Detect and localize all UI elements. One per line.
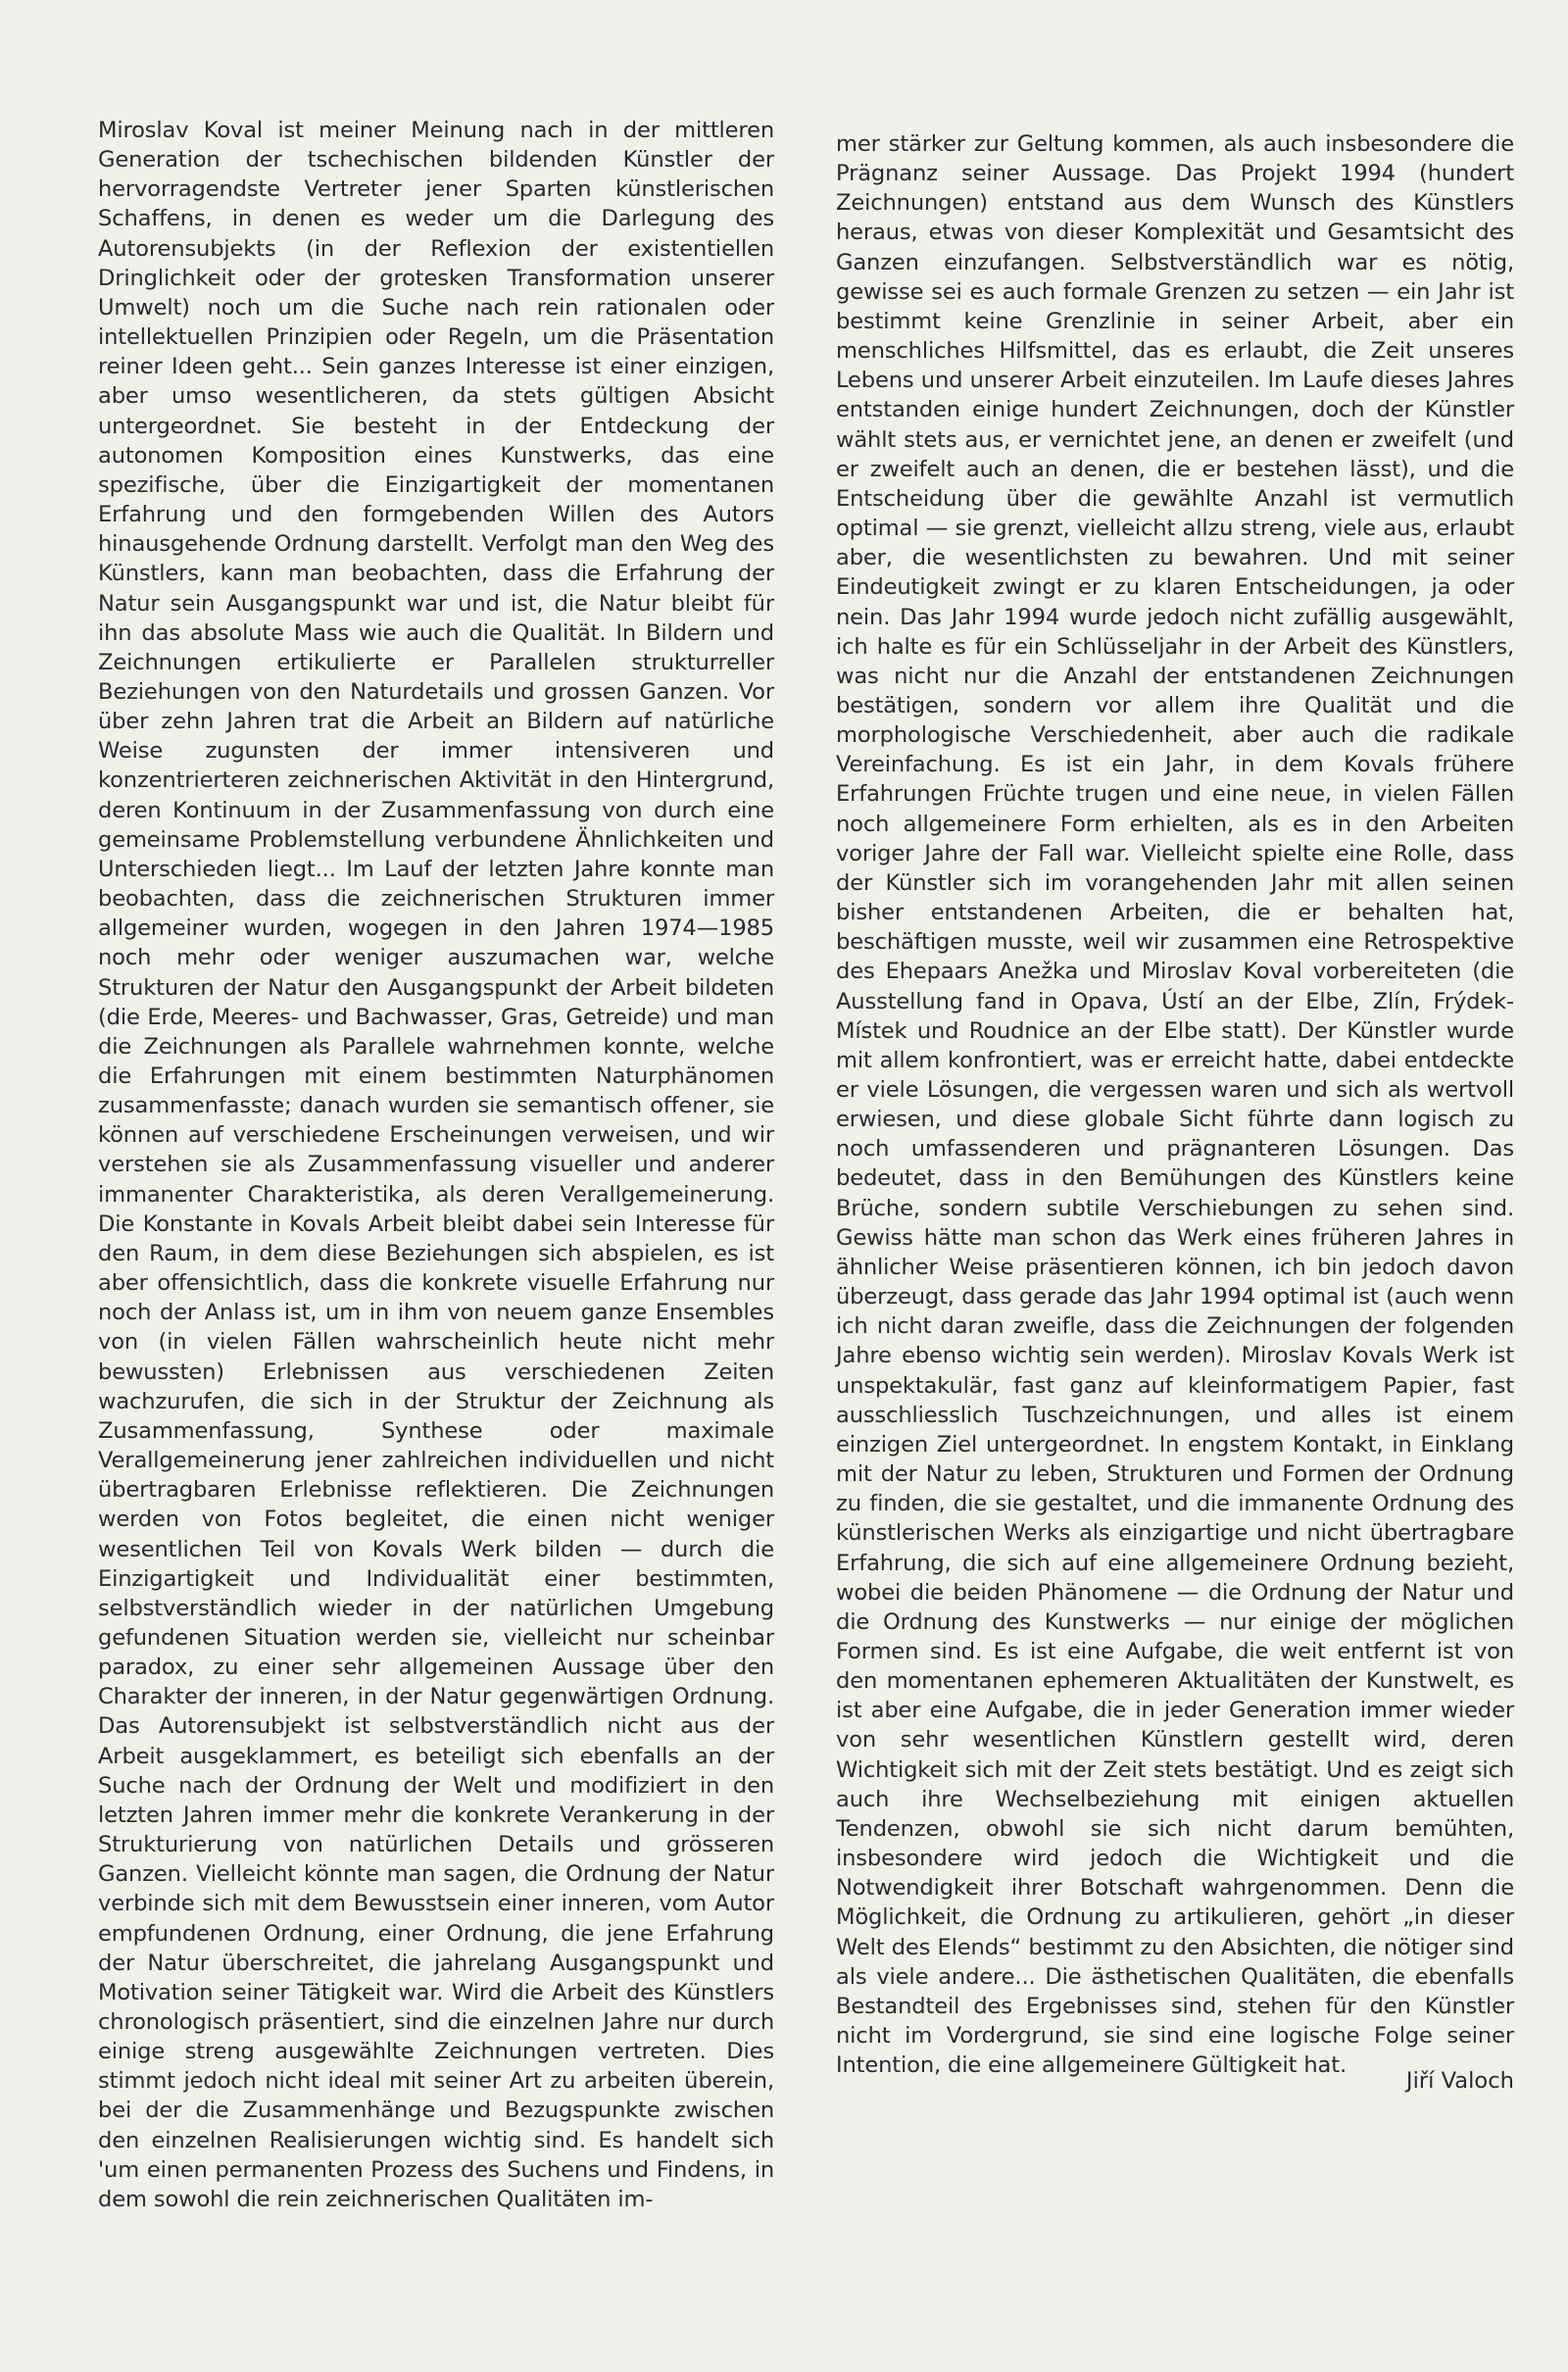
body-paragraph-right: mer stärker zur Geltung kommen, als auch insbesondere die Prägnanz seiner Aussage. Das Projekt 1994 (hundert Zeichnungen) entstand aus dem Wunsch des Künstlers heraus, etwas von dieser Komplexität und Gesamtsicht des Ganzen einzufangen. Selbstverständlich war es nötig, gewisse sei es auch formale Grenzen zu setzen — ein Jahr ist bestimmt keine Grenzlinie in seiner Arbeit, aber ein menschliches Hilfsmittel, das es erlaubt, die Zeit unseres Lebens und unserer Arbeit einzuteilen. Im Laufe dieses Jahres entstanden einige hundert Zeichnungen, doch der Künstler wählt stets aus, er vernichtet jene, an denen er zweifelt (und er zweifelt auch an denen, die er bestehen lässt), und die Entscheidung über die gewählte Anzahl ist vermutlich optimal — sie grenzt, vielleicht allzu streng, viele aus, erlaubt aber, die wesentlichsten zu bewahren. Und mit seiner Eindeutigkeit zwingt er zu klaren Entscheidungen, ja oder nein. Das Jahr 1994 wurde jedoch nicht zufällig ausgewählt, ich halte es für ein Schlüsseljahr in der Arbeit des Künstlers, was nicht nur die Anzahl der entstandenen Zeichnungen bestätigen, sondern vor allem ihre Qualität und die morphologische Verschiedenheit, aber auch die radikale Vereinfachung. Es ist ein Jahr, in dem Kovals frühere Erfahrungen Früchte trugen und eine neue, in vielen Fällen noch allgemeinere Form erhielten, als es in den Arbeiten voriger Jahre der Fall war. Vielleicht spielte eine Rolle, dass der Künstler sich im vorangehenden Jahr mit allen seinen bisher entstandenen Arbeiten, die er behalten hat, beschäftigen musste, weil wir zusammen eine Retrospektive des Ehepaars Anežka und Miroslav Koval vorbereiteten (die Ausstellung fand in Opava, Ústí an der Elbe, Zlín, Frýdek-Místek und Roudnice an der Elbe statt). Der Künstler wurde mit allem konfrontiert, was er erreicht hatte, dabei entdeckte er viele Lösungen, die vergessen waren und sich als wertvoll erwiesen, und diese globale Sicht führte dann logisch zu noch umfassenderen und prägnanteren Lösungen. Das bedeutet, dass in den Bemühungen des Künstlers keine Brüche, sondern subtile Verschiebungen zu sehen sind. Gewiss hätte man schon das Werk eines früheren Jahres in ähnlicher Weise präsentieren können, ich bin jedoch davon überzeugt, dass gerade das Jahr 1994 optimal ist (auch wenn ich nicht daran zweifle, dass die Zeichnungen der folgenden Jahre ebenso wichtig sein werden). Miroslav Kovals Werk ist unspektakulär, fast ganz auf kleinformatigem Papier, fast ausschliesslich Tuschzeichnungen, und alles ist einem einzigen Ziel untergeordnet. In engstem Kontakt, in Einklang mit der Natur zu leben, Strukturen und Formen der Ordnung zu finden, die sie gestaltet, und die immanente Ordnung des künstlerischen Werks als einzigartige und nicht übertragbare Erfahrung, die sich auf eine allgemeinere Ordnung bezieht, wobei die beiden Phänomene — die Ordnung der Natur und die Ordnung des Kunstwerks — nur einige der möglichen Formen sind. Es ist eine Aufgabe, die weit entfernt ist von den momentanen ephemeren Aktualitäten der Kunstwelt, es ist aber eine Aufgabe, die in jeder Generation immer wieder von sehr wesentlichen Künstlern gestellt wird, deren Wichtigkeit sich mit der Zeit stets bestätigt. Und es zeigt sich auch ihre Wechselbeziehung mit einigen aktuellen Tendenzen, obwohl sie sich nicht darum bemühten, insbesondere wird jedoch die Wichtigkeit und die Notwendigkeit ihrer Botschaft wahrgenommen. Denn die Möglichkeit, die Ordnung zu artikulieren, gehört „in dieser Welt des Elends“ bestimmt zu den Absichten, die nötiger sind als viele andere... Die ästhetischen Qualitäten, die ebenfalls Bestandteil des Ergebnisses sind, stehen für den Künstler nicht im Vordergrund, sie sind eine logische Folge seiner Intention, die eine allgemeinere Gültigkeit hat.	[836, 131, 1514, 2079]
text-column-right	[836, 129, 1514, 2080]
body-paragraph-left: Miroslav Koval ist meiner Meinung nach in der mittleren Generation der tschechischen bildenden Künstler der hervorragendste Vertreter jener Sparten künstlerischen Schaffens, in denen es weder um die Darlegung des Autorensubjekts (in der Reflexion der existentiellen Dringlichkeit oder der grotesken Transformation unserer Umwelt) noch um die Suche nach rein rationalen oder intellektuellen Prinzipien oder Regeln, um die Präsentation reiner Ideen geht... Sein ganzes Interesse ist einer einzigen, aber umso wesentlicheren, da stets gültigen Absicht untergeordnet. Sie besteht in der Entdeckung der autonomen Komposition eines Kunstwerks, das eine spezifische, über die Einzigartigkeit der momentanen Erfahrung und den formgebenden Willen des Autors hinausgehende Ordnung darstellt. Verfolgt man den Weg des Künstlers, kann man beobachten, dass die Erfahrung der Natur sein Ausgangspunkt war und ist, die Natur bleibt für ihn das absolute Mass wie auch die Qualität. In Bildern und Zeichnungen ertikulierte er Parallelen strukturreller Beziehungen von den Naturdetails und grossen Ganzen. Vor über zehn Jahren trat die Arbeit an Bildern auf natürliche Weise zugunsten der immer intensiveren und konzentrierteren zeichnerischen Aktivität in den Hintergrund, deren Kontinuum in der Zusammenfassung von durch eine gemeinsame Problemstellung verbundene Ähnlichkeiten und Unterschieden liegt... Im Lauf der letzten Jahre konnte man beobachten, dass die zeichnerischen Strukturen immer allgemeiner wurden, wogegen in den Jahren 1974—1985 noch mehr oder weniger auszumachen war, welche Strukturen der Natur den Ausgangspunkt der Arbeit bildeten (die Erde, Meeres- und Bachwasser, Gras, Getreide) und man die Zeichnungen als Parallele wahrnehmen konnte, welche die Erfahrungen mit einem bestimmten Naturphänomen zusammenfasste; danach wurden sie semantisch offener, sie können auf verschiedene Erscheinungen verweisen, und wir verstehen sie als Zusammenfassung visueller und anderer immanenter Charakteristika, als deren Verallgemeinerung. Die Konstante in Kovals Arbeit bleibt dabei sein Interesse für den Raum, in dem diese Beziehungen sich abspielen, es ist aber offensichtlich, dass die konkrete visuelle Erfahrung nur noch der Anlass ist, um in ihm von neuem ganze Ensembles von (in vielen Fällen wahrscheinlich heute nicht mehr bewussten) Erlebnissen aus verschiedenen Zeiten wachzurufen, die sich in der Struktur der Zeichnung als Zusammenfassung, Synthese oder maximale Verallgemeinerung jener zahlreichen individuellen und nicht übertragbaren Erlebnisse reflektieren. Die Zeichnungen werden von Fotos begleitet, die einen nicht weniger wesentlichen Teil von Kovals Werk bilden — durch die Einzigartigkeit und Individualität einer bestimmten, selbstverständlich wieder in der natürlichen Umgebung gefundenen Situation werden sie, vielleicht nur scheinbar paradox, zu einer sehr allgemeinen Aussage über den Charakter der inneren, in der Natur gegenwärtigen Ordnung. Das Autorensubjekt ist selbstverständlich nicht aus der Arbeit ausgeklammert, es beteiligt sich ebenfalls an der Suche nach der Ordnung der Welt und modifiziert in den letzten Jahren immer mehr die konkrete Verankerung in der Strukturierung von natürlichen Details und grösseren Ganzen. Vielleicht könnte man sagen, die Ordnung der Natur verbinde sich mit dem Bewusstsein einer inneren, vom Autor empfundenen Ordnung, einer Ordnung, die jene Erfahrung der Natur überschreitet, die jahrelang Ausgangspunkt und Motivation seiner Tätigkeit war. Wird die Arbeit des Künstlers chronologisch präsentiert, sind die einzelnen Jahre nur durch einige streng ausgewählte Zeichnungen vertreten. Dies stimmt jedoch nicht ideal mit seiner Art zu arbeiten überein, bei der die Zusammenhänge und Bezugspunkte zwischen den einzelnen Realisierungen wichtig sind. Es handelt sich 'um einen permanenten Prozess des Suchens und Findens, in dem sowohl die rein zeichnerischen Qualitäten im-	[98, 118, 774, 2212]
author-signature: Jiří Valoch	[1405, 2068, 1514, 2094]
text-column-left	[98, 116, 774, 2214]
